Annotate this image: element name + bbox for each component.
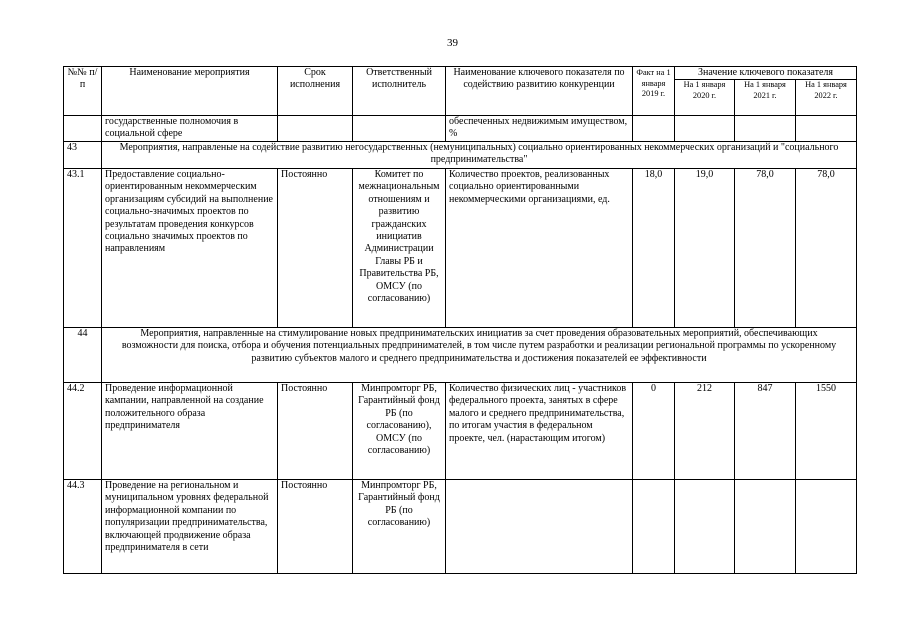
cell-name: Проведение информационной кампании, направленной на создание положительного образа предпринимателя (102, 383, 278, 480)
header-year-2022: На 1 января 2022 г. (796, 80, 857, 116)
table-row (64, 480, 857, 574)
cell-responsible: Минпромторг РБ, Гарантийный фонд РБ (по согласованию) (353, 480, 446, 574)
table-row (64, 169, 857, 328)
header-term: Срок исполнения (278, 67, 353, 116)
cell-name: Проведение на региональном и муниципальном уровнях федеральной информационной компании по популяризации предпринимательства, включающей продвижение образа предпринимателя в сети (102, 480, 278, 574)
cell-2021: 847 (735, 383, 796, 480)
header-num: №№ п/п (64, 67, 102, 116)
cell-2020: 19,0 (675, 169, 735, 328)
cell-term: Постоянно (278, 169, 353, 328)
header-value-group: Значение ключевого показателя (675, 67, 857, 80)
header-fact: Факт на 1 января 2019 г. (633, 67, 675, 116)
table-row (64, 383, 857, 480)
section-title: Мероприятия, направленные на стимулирование новых предпринимательских инициатив за счет проведения образовательных мероприятий, обеспечивающих возможности для поиска, отбора и обучения потенциальных предпринимателей, в том числе путем разработки и реализации региональной программы по ускоренному развитию субъектов малого и среднего предпринимательства и достижения показателей ее эффективности (102, 328, 857, 383)
cell-term: Постоянно (278, 383, 353, 480)
cell-indicator: обеспеченных недвижимым имуществом, % (446, 116, 633, 142)
header-row (64, 67, 857, 80)
cell-name: государственные полномочия в социальной сфере (102, 116, 278, 142)
header-responsible: Ответственный исполнитель (353, 67, 446, 116)
measures-table (63, 66, 857, 574)
section-title: Мероприятия, направленые на содействие развитию негосударственных (немуниципальных) социально ориентированных некоммерческих организаций и "социального предпринимательства" (102, 142, 857, 169)
cell-num: 43 (64, 142, 102, 169)
cell-num: 44.2 (64, 383, 102, 480)
cell-responsible: Минпромторг РБ, Гарантийный фонд РБ (по согласованию), ОМСУ (по согласованию) (353, 383, 446, 480)
header-year-2021: На 1 января 2021 г. (735, 80, 796, 116)
cell-term: Постоянно (278, 480, 353, 574)
table-row (64, 116, 857, 142)
cell-name: Предоставление социально-ориентированным некоммерческим организациям субсидий на выполнение социально-значимых проектов по результатам проведения конкурсов социально значимых проектов по направлениям (102, 169, 278, 328)
cell-fact: 0 (633, 383, 675, 480)
cell-num: 44.3 (64, 480, 102, 574)
cell-fact: 18,0 (633, 169, 675, 328)
section-row (64, 328, 857, 383)
cell-indicator: Количество физических лиц - участников федерального проекта, занятых в сфере малого и среднего предпринимательства, по итогам участия в федеральном проекте, чел. (нарастающим итогом) (446, 383, 633, 480)
cell-num: 44 (64, 328, 102, 383)
cell-indicator: Количество проектов, реализованных социально ориентированными некоммерческими организациями, ед. (446, 169, 633, 328)
cell-responsible: Комитет по межнациональным отношениям и развитию гражданских инициатив Администрации Главы РБ и Правительства РБ, ОМСУ (по согласованию) (353, 169, 446, 328)
header-indicator: Наименование ключевого показателя по содействию развитию конкуренции (446, 67, 633, 116)
section-row (64, 142, 857, 169)
header-name: Наименование мероприятия (102, 67, 278, 116)
cell-2022: 78,0 (796, 169, 857, 328)
cell-2021: 78,0 (735, 169, 796, 328)
header-year-2020: На 1 января 2020 г. (675, 80, 735, 116)
cell-2022: 1550 (796, 383, 857, 480)
cell-2020: 212 (675, 383, 735, 480)
page-number: 39 (447, 37, 458, 49)
cell-num: 43.1 (64, 169, 102, 328)
